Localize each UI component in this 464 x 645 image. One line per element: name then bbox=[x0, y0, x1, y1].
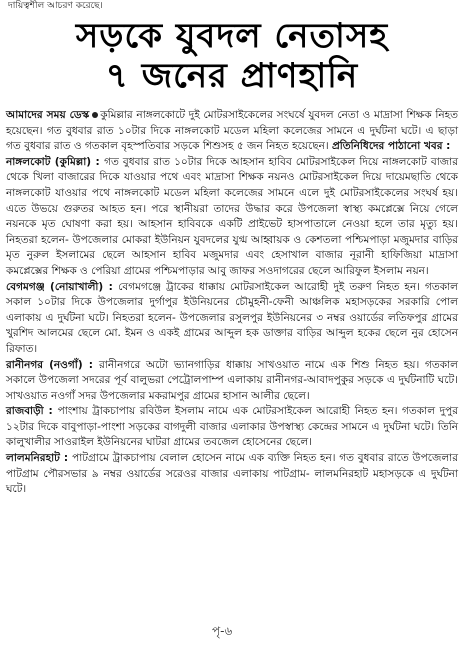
section-text: বেগমগঞ্জে ট্রাকের ধাক্কায় মোটরসাইকেল আরোহী দুই তরুণ নিহত হন। গতকাল সকাল ১০টার দিকে উপজেলার দুর্গাপুর ইউনিয়নের চৌমুহনী-ফেনী আঞ্চলিক মহাসড়কের সরকারি পোল এলাকায় এ দুর্ঘটনা ঘটে। নিহতরা হলেন- উপজেলার রসুলপুর ইউনিয়নের ৩ নম্বর ওয়ার্ডের লতিফপুর গ্রামের খুরশিদ আলমের ছেলে মো. ইমন ও একই গ্রামের আব্দুল হক ডাক্তার বাড়ির আব্দুল হকের ছেলে নুর হোসেন রিফাত। bbox=[6, 280, 458, 355]
section-place: রানীনগর (নওগাঁ) bbox=[6, 358, 83, 371]
section-paragraph: রাজবাড়ী : পাংশায় ট্রাকচাপায় রবিউল ইসলাম নামে এক মোটরসাইকেল আরোহী নিহত হন। গতকাল দুপুর ১২টার দিকে বাবুপাড়া-পাংশা সড়কের বাগদুলী বাজার এলাকার উপস্বাস্থ্য কেন্দ্রের সামনে এ দুর্ঘটনা ঘটে। তিনি কালুখালীর সাওরাইল ইউনিয়নের ঘাটরা গ্রামের তবজেল হোসেনের ছেলে। bbox=[6, 405, 458, 449]
section-text: গত বুধবার রাত ১০টার দিকে আহসান হাবিব মোটরসাইকেল দিয়ে নাঙ্গলকোট বাজার থেকে খিলা বাজারের দিকে যাওয়ার পথে এবং মাদ্রাসা শিক্ষক নয়নও মোটরসাইকেল দিয়ে দায়েমছাতি থেকে নাঙ্গলকোট যাওয়ার পথে নাঙ্গলকোট মডেল মহিলা কলেজের সামনে এলে দুই মোটরসাইকেলের সংঘর্ষ হয়। এতে উভয়ে গুরুতর আহত হন। পরে স্থানীয়রা তাদের উদ্ধার করে উপজেলা স্বাস্থ্য কমপ্লেক্সে নিয়ে গেলে নয়নকে মৃত ঘোষণা করা হয়। আহসান হাবিবকে একটি প্রাইভেট হাসপাতালে নেওয়া হলে তার মৃত্যু হয়। নিহতরা হলেন- উপজেলার মোকরা ইউনিয়ন যুবদলের যুগ্ম আহ্বায়ক ও কেশতলা পশ্চিমপাড়া মজুমদার বাড়ির মৃত নুরুল ইসলামের ছেলে আহসান হাবিব মজুমদার এবং হেসাখাল বাজার নূরানী হাফিজিয়া মাদ্রাসা কমপ্লেক্সের শিক্ষক ও পেরিয়া গ্রামের পশ্চিমপাড়ার আবু জাফর সওদাগরের ছেলে আরিফুল ইসলাম নয়ন। bbox=[6, 155, 458, 277]
intro-paragraph bbox=[6, 108, 458, 155]
section-place: রাজবাড়ী bbox=[6, 405, 44, 418]
section-paragraph: রানীনগর (নওগাঁ) : রানীনগরে অটো ভ্যানগাড়ির ধাক্কায় সাখওয়াত নামে এক শিশু নিহত হয়। গতকাল সকালে উপজেলা সদরের পূর্ব বালুভরা পেট্রোলপাম্প এলাকায় রানীনগর-আবাদপুকুর সড়কে এ দুর্ঘটনাটি ঘটে। সাখওয়াত নওগাঁ সদর উপজেলার মকরামপুর গ্রামের হাসান আলীর ছেলে। bbox=[6, 358, 458, 402]
headline-line-2: ৭ জনের প্রাণহানি bbox=[105, 56, 359, 96]
section-text: পাংশায় ট্রাকচাপায় রবিউল ইসলাম নামে এক মোটরসাইকেল আরোহী নিহত হন। গতকাল দুপুর ১২টার দিকে বাবুপাড়া-পাংশা সড়কের বাগদুলী বাজার এলাকার উপস্বাস্থ্য কেন্দ্রের সামনে এ দুর্ঘটনা ঘটে। তিনি কালুখালীর সাওরাইল ইউনিয়নের ঘাটরা গ্রামের তবজেল হোসেনের ছেলে। bbox=[6, 405, 458, 449]
article-body bbox=[6, 108, 458, 498]
section-paragraph: নাঙ্গলকোট (কুমিল্লা) : গত বুধবার রাত ১০টার দিকে আহসান হাবিব মোটরসাইকেল দিয়ে নাঙ্গলকোট বাজার থেকে খিলা বাজারের দিকে যাওয়ার পথে এবং মাদ্রাসা শিক্ষক নয়নও মোটরসাইকেল দিয়ে দায়েমছাতি থেকে নাঙ্গলকোট যাওয়ার পথে নাঙ্গলকোট মডেল মহিলা কলেজের সামনে এলে দুই মোটরসাইকেলের সংঘর্ষ হয়। এতে উভয়ে গুরুতর আহত হন। পরে স্থানীয়রা তাদের উদ্ধার করে উপজেলা স্বাস্থ্য কমপ্লেক্সে নিয়ে গেলে নয়নকে মৃত ঘোষণা করা হয়। আহসান হাবিবকে একটি প্রাইভেট হাসপাতালে নেওয়া হলে তার মৃত্যু হয়। নিহতরা হলেন- উপজেলার মোকরা ইউনিয়ন যুবদলের যুগ্ম আহ্বায়ক ও কেশতলা পশ্চিমপাড়া মজুমদার বাড়ির মৃত নুরুল ইসলামের ছেলে আহসান হাবিব মজুমদার এবং হেসাখাল বাজার নূরানী হাফিজিয়া মাদ্রাসা কমপ্লেক্সের শিক্ষক ও পেরিয়া গ্রামের পশ্চিমপাড়ার আবু জাফর সওদাগরের ছেলে আরিফুল ইসলাম নয়ন। bbox=[6, 155, 458, 277]
reporters-label: প্রতিনিধিদের পাঠানো খবর : bbox=[331, 140, 451, 153]
section-paragraph: বেগমগঞ্জ (নোয়াখালী) : বেগমগঞ্জে ট্রাকের ধাক্কায় মোটরসাইকেল আরোহী দুই তরুণ নিহত হন। গতকাল সকাল ১০টার দিকে উপজেলার দুর্গাপুর ইউনিয়নের চৌমুহনী-ফেনী আঞ্চলিক মহাসড়কের সরকারি পোল এলাকায় এ দুর্ঘটনা ঘটে। নিহতরা হলেন- উপজেলার রসুলপুর ইউনিয়নের ৩ নম্বর ওয়ার্ডের লতিফপুর গ্রামের খুরশিদ আলমের ছেলে মো. ইমন ও একই গ্রামের আব্দুল হক ডাক্তার বাড়ির আব্দুল হকের ছেলে নুর হোসেন রিফাত। bbox=[6, 280, 458, 355]
previous-article-fragment: দায়িত্বশীল আচরণ করেছে। bbox=[8, 1, 103, 11]
section-place: নাঙ্গলকোট (কুমিল্লা) bbox=[6, 155, 92, 168]
headline-line-1: সড়কে যুবদল নেতাসহ bbox=[75, 16, 389, 56]
page-number: পৃ-৬ bbox=[212, 624, 233, 638]
bullet-icon bbox=[92, 112, 98, 118]
section-place: লালমনিরহাট bbox=[6, 452, 60, 465]
section-place: বেগমগঞ্জ (নোয়াখালী) bbox=[6, 280, 104, 293]
section-paragraph: লালমনিরহাট : পাটগ্রামে ট্রাকচাপায় বেলাল হোসেন নামে এক ব্যক্তি নিহত হন। গত বুধবার রাতে উপজেলার পাটগ্রাম পৌরসভার ৯ নম্বর ওয়ার্ডের সরেওর বাজার এলাকায় পাটগ্রাম- লালমনিরহাট মহাসড়কে এ দুর্ঘটনা ঘটে। bbox=[6, 452, 458, 496]
section-text: পাটগ্রামে ট্রাকচাপায় বেলাল হোসেন নামে এক ব্যক্তি নিহত হন। গত বুধবার রাতে উপজেলার পাটগ্রাম পৌরসভার ৯ নম্বর ওয়ার্ডের সরেওর বাজার এলাকায় পাটগ্রাম- লালমনিরহাট মহাসড়কে এ দুর্ঘটনা ঘটে। bbox=[6, 452, 458, 496]
intro-text: কুমিল্লার নাঙ্গলকোটে দুই মোটরসাইকেলের সংঘর্ষে যুবদল নেতা ও মাদ্রাসা শিক্ষক নিহত হয়েছেন। গত বুধবার রাত ১০টার দিকে নাঙ্গলকোট মডেল মহিলা কলেজের সামনে এ দুর্ঘটনা ঘটে। এ ছাড়া গত বুধবার রাত ও গতকাল বৃহস্পতিবার সড়কে শিশুসহ ৫ জন নিহত হয়েছেন। bbox=[6, 109, 459, 153]
headline bbox=[6, 16, 458, 96]
byline: আমাদের সময় ডেস্ক bbox=[6, 109, 90, 121]
section-text: রানীনগরে অটো ভ্যানগাড়ির ধাক্কায় সাখওয়াত নামে এক শিশু নিহত হয়। গতকাল সকালে উপজেলা সদরের পূর্ব বালুভরা পেট্রোলপাম্প এলাকায় রানীনগর-আবাদপুকুর সড়কে এ দুর্ঘটনাটি ঘটে। সাখওয়াত নওগাঁ সদর উপজেলার মকরামপুর গ্রামের হাসান আলীর ছেলে। bbox=[6, 358, 458, 402]
